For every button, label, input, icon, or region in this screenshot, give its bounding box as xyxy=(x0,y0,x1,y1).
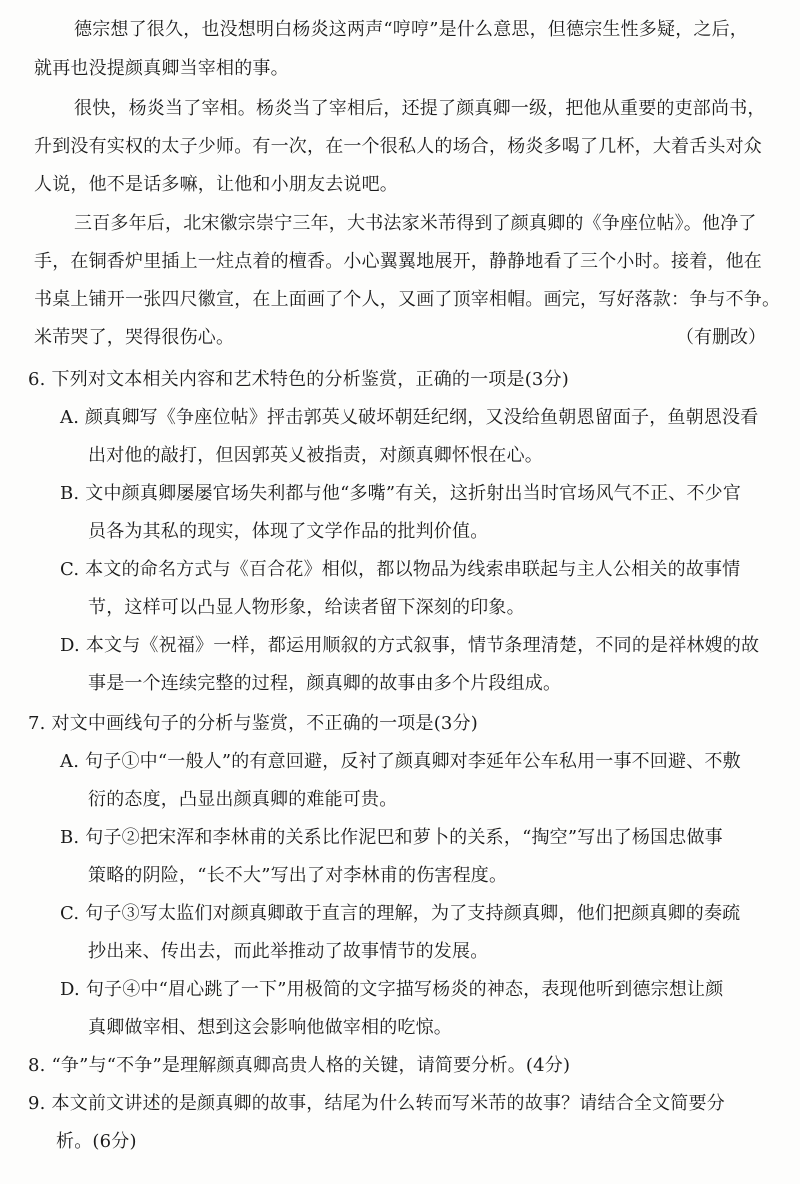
q7-stem: 7. 对文中画线句子的分析与鉴赏，不正确的一项是(3分) xyxy=(28,713,478,734)
q7-option-c-line1: C. 句子③写太监们对颜真卿敢于直言的理解，为了支持颜真卿，他们把颜真卿的奏疏 xyxy=(60,903,741,924)
q6-stem: 6. 下列对文本相关内容和艺术特色的分析鉴赏，正确的一项是(3分) xyxy=(28,369,569,390)
q6-option-b-line1: B. 文中颜真卿屡屡官场失利都与他“多嘴”有关，这折射出当时官场风气不正、不少官 xyxy=(60,483,742,504)
passage-p3-line3: 书桌上铺开一张四尺徽宣，在上面画了个人，又画了顶宰相帽。画完，写好落款：争与不争。 xyxy=(34,289,781,310)
passage-p1-line2: 就再也没提颜真卿当宰相的事。 xyxy=(34,58,289,79)
passage-p3-line4: 米芾哭了，哭得很伤心。 xyxy=(34,327,235,348)
passage-p2-line3: 人说，他不是话多嘛，让他和小朋友去说吧。 xyxy=(34,174,398,195)
passage-p3-line1: 三百多年后，北宋徽宗崇宁三年，大书法家米芾得到了颜真卿的《争座位帖》。他净了 xyxy=(74,213,757,234)
passage-p2-line2: 升到没有实权的太子少师。有一次，在一个很私人的场合，杨炎多喝了几杯，大着舌头对众 xyxy=(34,136,762,157)
q9-stem-line2: 析。(6分) xyxy=(56,1131,137,1152)
q9-stem-line1: 9. 本文前文讲述的是颜真卿的故事，结尾为什么转而写米芾的故事？请结合全文简要分 xyxy=(28,1093,725,1114)
q7-option-a-line1: A. 句子①中“一般人”的有意回避，反衬了颜真卿对李延年公车私用一事不回避、不敷 xyxy=(60,751,741,772)
q7-option-b-line2: 策略的阴险，“长不大”写出了对李林甫的伤害程度。 xyxy=(88,865,508,886)
q6-option-d-line2: 事是一个连续完整的过程，颜真卿的故事由多个片段组成。 xyxy=(88,673,562,694)
q7-option-b-line1: B. 句子②把宋浑和李林甫的关系比作泥巴和萝卜的关系，“掏空”写出了杨国忠做事 xyxy=(60,827,723,848)
q7-option-c-line2: 抄出来、传出去，而此举推动了故事情节的发展。 xyxy=(88,941,489,962)
q6-option-b-line2: 员各为其私的现实，体现了文学作品的批判价值。 xyxy=(88,521,489,542)
passage-credit: （有删改） xyxy=(676,327,766,348)
q7-option-a-line2: 衍的态度，凸显出颜真卿的难能可贵。 xyxy=(88,789,398,810)
q7-option-d-line2: 真卿做宰相、想到这会影响他做宰相的吃惊。 xyxy=(88,1017,452,1038)
q7-option-d-line1: D. 句子④中“眉心跳了一下”用极简的文字描写杨炎的神态，表现他听到德宗想让颜 xyxy=(60,979,724,1000)
passage-p1-line1: 德宗想了很久，也没想明白杨炎这两声“哼哼”是什么意思，但德宗生性多疑，之后， xyxy=(74,19,749,40)
q6-option-a-line2: 出对他的敲打，但因郭英乂被指责，对颜真卿怀恨在心。 xyxy=(88,445,543,466)
passage-p2-line1: 很快，杨炎当了宰相。杨炎当了宰相后，还提了颜真卿一级，把他从重要的吏部尚书， xyxy=(74,98,766,119)
passage-p3-line2: 手，在铜香炉里插上一炷点着的檀香。小心翼翼地展开，静静地看了三个小时。接着，他在 xyxy=(34,251,762,272)
q6-option-a-line1: A. 颜真卿写《争座位帖》抨击郭英乂破坏朝廷纪纲，又没给鱼朝恩留面子，鱼朝恩没看 xyxy=(60,407,759,428)
q6-option-c-line1: C. 本文的命名方式与《百合花》相似，都以物品为线索串联起与主人公相关的故事情 xyxy=(60,559,741,580)
q6-option-c-line2: 节，这样可以凸显人物形象，给读者留下深刻的印象。 xyxy=(88,597,525,618)
q8-stem: 8. “争”与“不争”是理解颜真卿高贵人格的关键，请简要分析。(4分) xyxy=(28,1055,571,1076)
q6-option-d-line1: D. 本文与《祝福》一样，都运用顺叙的方式叙事，情节条理清楚，不同的是祥林嫂的故 xyxy=(60,635,760,656)
